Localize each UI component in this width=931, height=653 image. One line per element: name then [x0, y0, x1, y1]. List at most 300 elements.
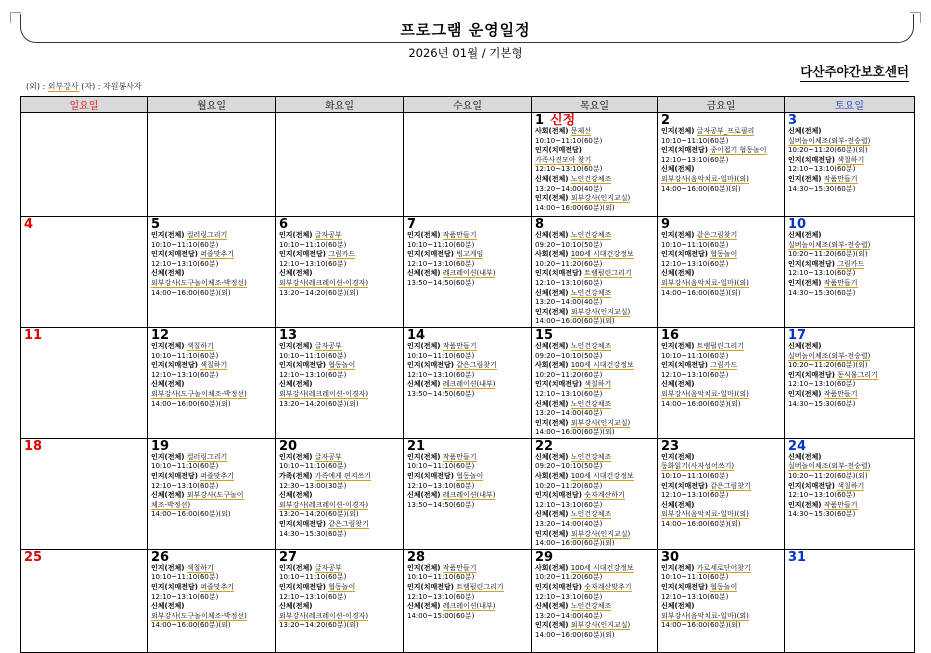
day-cell: [785, 113, 915, 217]
program-category: 신체(전체): [535, 341, 569, 350]
program-time: [151, 621, 275, 631]
program-time: [535, 317, 657, 327]
day-number: [407, 218, 531, 231]
program-line: [661, 510, 784, 520]
program-category: 사회(전체): [535, 250, 569, 259]
program-time-text: 10:10~11:10(60분): [661, 136, 729, 145]
day-cell: [21, 549, 148, 652]
day-number-text: 6: [279, 217, 289, 232]
calendar-body: [21, 113, 915, 653]
program-time-text: 12:10~13:10(60분): [788, 491, 856, 500]
program-category: 인지(전체): [407, 563, 441, 572]
weekday-header-sat: 토요일: [785, 97, 915, 113]
program-line: [661, 250, 784, 260]
program-line: [407, 361, 531, 371]
program-name: 그림카드: [328, 250, 356, 259]
program-category: 인지(전체): [661, 452, 695, 461]
program-time-text: 10:10~11:10(60분): [407, 462, 475, 471]
day-cell: [148, 217, 276, 328]
program-category: 인지(전체): [535, 307, 569, 316]
program-category: 인지(치매전담): [535, 146, 582, 155]
program-name: 그림카드: [710, 361, 738, 370]
program-name: 숫자계산하기: [584, 491, 625, 500]
day-number-text: 15: [535, 327, 554, 343]
program-line: [279, 612, 403, 622]
day-number: [151, 440, 275, 453]
program-name: 100세 시대건강정보: [570, 250, 634, 259]
day-number-text: 5: [151, 217, 161, 232]
program-name: 색칠하기: [837, 481, 865, 490]
program-line: [407, 564, 531, 574]
program-line: [535, 472, 657, 482]
program-line: [407, 380, 531, 390]
day-number-text: 31: [788, 549, 807, 565]
program-time-text: 10:10~11:10(60분): [151, 462, 219, 471]
program-name: 작품만들기: [442, 563, 477, 572]
day-number-text: 7: [407, 217, 417, 232]
program-line: [535, 400, 657, 410]
program-name: 협동놀이: [456, 472, 484, 481]
program-name: 레크레이션(내부): [442, 269, 496, 278]
program-line: [535, 491, 657, 501]
program-time-text: 12:10~13:10(60분): [535, 165, 603, 174]
program-time: [151, 289, 275, 299]
weekday-header-fri: 금요일: [658, 97, 785, 113]
program-time: [407, 352, 531, 362]
program-time: [535, 631, 657, 641]
program-time-text: 10:10~11:10(60분): [151, 240, 219, 249]
program-time: [407, 279, 531, 289]
program-time: [407, 482, 531, 492]
weekday-header-thu: 목요일: [532, 97, 658, 113]
program-name: 색칠하기: [837, 155, 865, 164]
program-line: [661, 462, 784, 472]
program-line: [279, 602, 403, 612]
program-line: [661, 390, 784, 400]
program-time-text: 13:20~14:00(40분): [535, 611, 603, 620]
program-time: [151, 482, 275, 492]
program-line: [279, 361, 403, 371]
program-category: 인지(치매전담): [535, 380, 582, 389]
program-line: [151, 583, 275, 593]
program-line: [151, 390, 275, 400]
program-time-text: 12:10~13:10(60분): [407, 481, 475, 490]
program-line: [661, 175, 784, 185]
program-time: [151, 352, 275, 362]
program-name: 색칠하기: [200, 361, 228, 370]
program-name: 컬러링그리기: [186, 231, 228, 239]
program-name: 외부강사(레크레이션-이경자): [279, 500, 369, 509]
program-time-text: 13:50~14:50(60분): [407, 500, 475, 509]
program-category: 신체(전체): [407, 269, 441, 278]
day-number-text: 25: [24, 549, 43, 565]
program-time: [788, 165, 914, 175]
program-name: 레크레이션(내부): [442, 491, 496, 500]
day-cell: [276, 438, 404, 549]
week-row: [21, 217, 915, 328]
day-number-text: 12: [151, 327, 170, 343]
program-time: [535, 612, 657, 622]
program-line: [788, 231, 914, 241]
program-line: [535, 583, 657, 593]
program-category: 인지(치매전담): [279, 361, 326, 370]
program-category: 인지(치매전담): [661, 250, 708, 259]
day-cell: [21, 217, 148, 328]
program-time-text: 14:00~16:00(60분)(외): [661, 184, 741, 193]
program-name: 글자공부: [314, 452, 342, 461]
program-time-text: 14:00~16:00(60분)(외): [535, 630, 615, 639]
program-line: [151, 491, 275, 501]
day-number: [407, 440, 531, 453]
program-name: 같은그림찾기: [710, 481, 751, 490]
program-category: 인지(치매전담): [661, 583, 708, 591]
program-name: 가족에게 편지쓰기: [314, 472, 372, 481]
day-number-text: 10: [788, 217, 807, 232]
program-line: [535, 602, 657, 612]
program-category: 신체(전체): [151, 491, 185, 500]
program-time-text: 14:30~15:30(60분): [788, 399, 856, 408]
program-time: [535, 462, 657, 472]
program-time-text: 12:30~13:00(30분): [279, 481, 347, 490]
program-time-text: 12:10~13:10(60분): [407, 370, 475, 379]
program-category: 인지(치매전담): [661, 481, 708, 490]
program-category: 인지(치매전담): [407, 472, 454, 481]
program-name: 노인건강체조: [570, 602, 612, 611]
program-time: [279, 241, 403, 251]
program-time: [535, 390, 657, 400]
program-time: [788, 510, 914, 520]
program-time: [535, 482, 657, 492]
program-name: 노인건강체조: [570, 510, 612, 519]
program-category: 인지(전체): [151, 452, 185, 461]
program-name: 트램펄린그리기: [696, 341, 745, 350]
program-name: 퍼즐맞추기: [200, 250, 235, 259]
program-name: 외부강사(레크레이션-이경자): [279, 611, 369, 620]
program-line: [788, 462, 914, 472]
day-cell: [276, 327, 404, 438]
day-number-text: 11: [24, 327, 43, 343]
program-category: 신체(전체): [535, 452, 569, 461]
program-time: [661, 593, 784, 603]
program-category: 신체(전체): [788, 341, 822, 350]
program-line: [535, 250, 657, 260]
calendar-table: [20, 96, 915, 653]
day-number-text: 3: [788, 113, 798, 128]
program-category: 신체(전체): [151, 380, 185, 389]
day-cell: [785, 327, 915, 438]
program-time-text: 13:20~14:20(60분)(외): [279, 288, 359, 297]
program-line: [151, 564, 275, 574]
day-number: [661, 440, 784, 453]
program-time-text: 14:00~16:00(60분)(외): [535, 317, 615, 326]
program-time-text: 12:10~13:10(60분): [661, 259, 729, 268]
program-time-text: 10:20~11:20(60분)(외): [788, 250, 868, 259]
program-line: [661, 583, 784, 593]
program-name: 외부강사(음악치료-일마)(외): [661, 389, 749, 398]
program-line: [407, 472, 531, 482]
program-category: 인지(전체): [661, 563, 695, 572]
program-time-text: 09:20~10:10(50분): [535, 462, 603, 471]
program-time-text: 14:30~15:30(60분): [279, 529, 347, 538]
program-time-text: 10:10~11:10(60분): [661, 472, 729, 481]
program-time-text: 10:10~11:10(60분): [279, 351, 347, 360]
program-time: [279, 510, 403, 520]
day-number: [535, 329, 657, 342]
weekday-header-row: [21, 97, 915, 113]
program-time-text: 14:00~15:00(60분): [407, 611, 475, 620]
program-time: [151, 593, 275, 603]
program-line: [788, 501, 914, 511]
program-line: [788, 352, 914, 362]
program-line: [279, 564, 403, 574]
program-line: [535, 308, 657, 318]
program-time: [535, 352, 657, 362]
program-category: 인지(전체): [661, 127, 695, 135]
program-name: 실버놀이체조(외부-전승렬): [788, 462, 871, 471]
program-line: [661, 269, 784, 279]
program-time: [661, 491, 784, 501]
program-time-text: 13:50~14:50(60분): [407, 278, 475, 287]
program-category: 인지(전체): [535, 194, 569, 203]
program-category: 신체(전체): [407, 380, 441, 389]
program-category: 사회(전체): [535, 563, 569, 572]
program-line: [279, 390, 403, 400]
program-line: [151, 612, 275, 622]
program-category: 인지(전체): [151, 341, 185, 350]
program-time-text: 13:50~14:50(60분): [407, 389, 475, 398]
program-category: 인지(치매전담): [535, 491, 582, 500]
program-name: 체조-박정선): [151, 500, 191, 509]
program-category: 신체(전체): [535, 399, 569, 408]
program-name: 동화읽기(사자성어쓰기): [661, 462, 735, 471]
day-number-text: 19: [151, 438, 170, 454]
program-name: 외부강사(인지교실): [570, 418, 631, 427]
day-cell: [532, 217, 658, 328]
program-name: 트램펄린그리기: [584, 269, 632, 278]
program-time-text: 12:10~13:10(60분): [279, 259, 347, 268]
program-name: 작품만들기: [823, 278, 858, 287]
program-time-text: 14:00~16:00(60분)(외): [151, 399, 231, 408]
program-time: [151, 371, 275, 381]
program-line: [279, 520, 403, 530]
program-line: [661, 380, 784, 390]
program-name: 같은그림찾기: [456, 361, 497, 370]
program-name: 가족사진모아 찾기: [535, 155, 592, 164]
program-time-text: 14:30~15:30(60분): [788, 510, 856, 519]
day-number-text: 4: [24, 217, 34, 232]
program-time-text: 13:20~14:00(40분): [535, 409, 603, 418]
program-name: 같은그림찾기: [696, 231, 738, 239]
program-category: 신체(전체): [788, 127, 822, 135]
program-time: [788, 146, 914, 156]
program-time-text: 10:10~11:10(60분): [661, 351, 729, 360]
program-time: [661, 520, 784, 530]
program-name: 협동놀이: [710, 250, 738, 259]
day-number: [24, 440, 147, 453]
program-line: [661, 127, 784, 137]
program-name: 퍼즐맞추기: [200, 472, 235, 481]
program-line: [535, 342, 657, 352]
day-number: [661, 218, 784, 231]
program-line: [788, 175, 914, 185]
program-time-text: 13:20~14:20(60분)(외): [279, 621, 359, 630]
program-name: 색칠하기: [186, 563, 214, 572]
program-time-text: 13:20~14:00(40분): [535, 520, 603, 529]
program-line: [535, 146, 657, 156]
program-time-text: 14:00~16:00(60분)(외): [661, 520, 741, 529]
day-cell: [404, 549, 532, 652]
day-number: [788, 114, 914, 127]
program-time: [661, 156, 784, 166]
day-cell: [276, 217, 404, 328]
program-name: 노인건강체조: [570, 231, 612, 239]
program-category: 인지(치매전담): [279, 583, 326, 591]
program-time-text: 12:10~13:10(60분): [535, 278, 603, 287]
program-line: [279, 342, 403, 352]
program-time: [661, 472, 784, 482]
program-line: [661, 342, 784, 352]
program-line: [661, 165, 784, 175]
program-name: 협동놀이: [710, 583, 738, 591]
program-line: [788, 342, 914, 352]
program-line: [151, 231, 275, 241]
program-time: [407, 241, 531, 251]
day-number: [535, 218, 657, 231]
week-row: [21, 113, 915, 217]
program-category: 인지(치매전담): [788, 481, 835, 490]
program-category: 신체(전체): [279, 602, 313, 611]
program-category: 인지(치매전담): [788, 259, 835, 268]
program-line: [535, 564, 657, 574]
week-row: [21, 438, 915, 549]
program-name: 작품만들기: [823, 500, 858, 509]
program-line: [788, 260, 914, 270]
holiday-label: 신정: [550, 113, 576, 128]
program-time: [661, 241, 784, 251]
program-time-text: 12:10~13:10(60분): [279, 370, 347, 379]
program-name: 작품만들기: [442, 231, 477, 239]
program-time-text: 12:10~13:10(60분): [407, 259, 475, 268]
program-category: 신체(전체): [661, 380, 695, 389]
program-time: [535, 204, 657, 214]
program-time: [788, 185, 914, 195]
program-time: [535, 593, 657, 603]
program-category: 신체(전체): [788, 452, 822, 461]
program-time-text: 12:10~13:10(60분): [151, 259, 219, 268]
day-number-text: 8: [535, 217, 545, 232]
day-number: [535, 114, 657, 127]
program-name: 퍼즐맞추기: [200, 583, 235, 591]
program-time: [661, 289, 784, 299]
program-time: [788, 269, 914, 279]
program-line: [788, 241, 914, 251]
day-number: [788, 551, 914, 564]
week-row: [21, 327, 915, 438]
program-time-text: 10:10~11:10(60분): [535, 136, 603, 145]
program-name: 문제신: [570, 127, 591, 135]
program-name: 트램펄린그리기: [456, 583, 504, 591]
program-line: [151, 472, 275, 482]
program-name: 외부강사(인지교실): [570, 621, 631, 630]
day-cell: [658, 113, 785, 217]
day-cell: [148, 113, 276, 217]
program-time: [788, 361, 914, 371]
day-number: [151, 218, 275, 231]
program-line: [535, 289, 657, 299]
day-cell: [276, 549, 404, 652]
program-name: 협동놀이: [328, 583, 356, 591]
program-name: 같은그림찾기: [328, 520, 369, 529]
program-category: 가족(전체): [279, 472, 313, 481]
program-category: 인지(전체): [661, 341, 695, 350]
program-category: 신체(전체): [535, 231, 569, 239]
day-cell: [658, 549, 785, 652]
program-time: [407, 573, 531, 583]
program-category: 인지(전체): [279, 563, 313, 572]
program-line: [151, 342, 275, 352]
program-time-text: 10:10~11:10(60분): [407, 240, 475, 249]
program-category: 인지(전체): [535, 418, 569, 427]
day-cell: [21, 113, 148, 217]
day-cell: [532, 549, 658, 652]
program-category: 신체(전체): [661, 269, 695, 278]
program-category: 인지(치매전담): [151, 361, 198, 370]
program-time-text: 09:20~10:10(50분): [535, 351, 603, 360]
program-time: [151, 462, 275, 472]
program-time-text: 10:20~11:20(60분)(외): [788, 146, 868, 155]
program-name: 노인건강체조: [570, 341, 612, 350]
day-number-text: 13: [279, 327, 298, 343]
day-number: [788, 440, 914, 453]
program-time: [788, 289, 914, 299]
program-time: [151, 400, 275, 410]
program-time-text: 13:20~14:20(60분)(외): [279, 399, 359, 408]
program-time: [279, 400, 403, 410]
program-name: 레크레이션(내부): [442, 380, 496, 389]
day-cell: [148, 438, 276, 549]
program-category: 인지(치매전담): [788, 370, 835, 379]
program-category: 사회(전체): [535, 361, 569, 370]
day-number-text: 17: [788, 327, 807, 343]
day-cell: [532, 113, 658, 217]
program-time-text: 10:10~11:10(60분): [661, 573, 729, 582]
program-name: 외부강사(인지교실): [570, 194, 631, 203]
day-number-text: 27: [279, 549, 298, 565]
program-time: [661, 573, 784, 583]
program-time-text: 12:10~13:10(60분): [788, 165, 856, 174]
day-cell: [404, 438, 532, 549]
program-line: [535, 361, 657, 371]
day-number: [279, 551, 403, 564]
program-name: 종이접기 협동놀이: [710, 146, 767, 155]
day-cell: [404, 217, 532, 328]
program-category: 인지(전체): [661, 231, 695, 239]
program-category: 신체(전체): [279, 269, 313, 278]
day-number: [535, 440, 657, 453]
program-category: 인지(치매전담): [279, 520, 326, 529]
program-category: 신체(전체): [535, 174, 569, 183]
program-category: 인지(치매전담): [151, 583, 198, 591]
program-name: 색칠하기: [584, 380, 612, 389]
program-name: 색칠하기: [186, 341, 214, 350]
program-line: [788, 137, 914, 147]
program-time: [407, 612, 531, 622]
program-line: [407, 231, 531, 241]
program-name: 외부강사(음악치료-일마)(외): [661, 611, 749, 620]
program-category: 인지(치매전담): [788, 155, 835, 164]
program-time-text: 12:10~13:10(60분): [661, 592, 729, 601]
program-line: [788, 279, 914, 289]
